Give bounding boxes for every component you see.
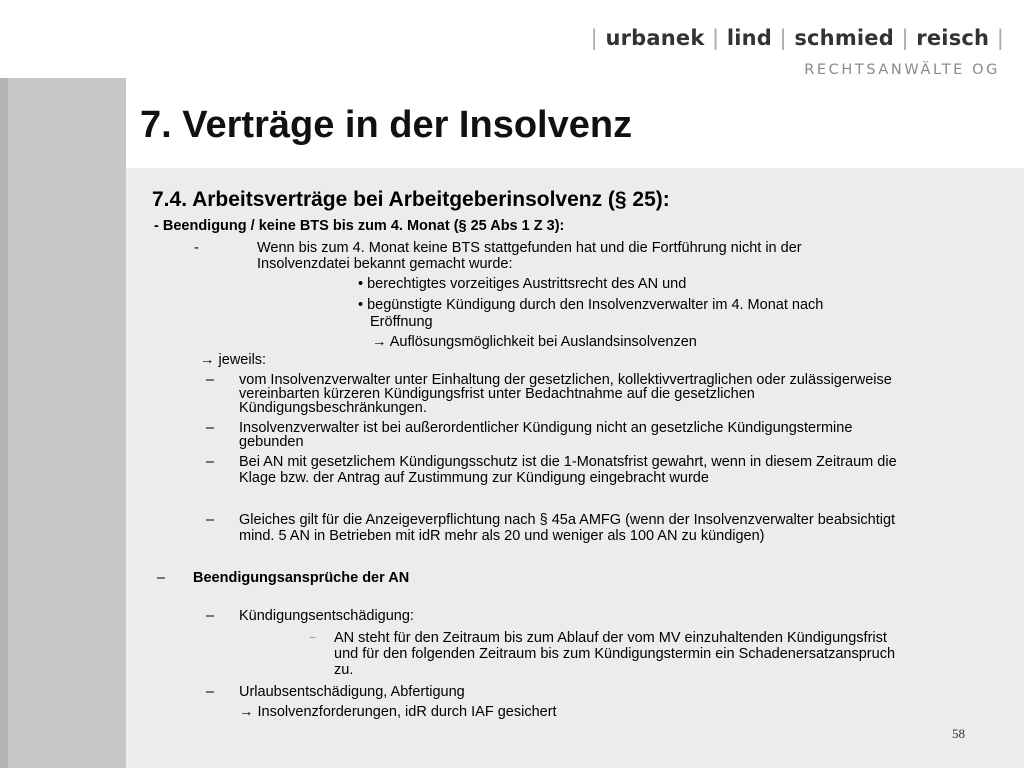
- firm-name-4: reisch: [916, 26, 990, 50]
- small-dash-marker: –: [310, 632, 316, 643]
- arrow-jeweils: → jeweils:: [200, 352, 267, 368]
- page-number: 58: [952, 726, 965, 741]
- en-dash-marker: –: [206, 684, 215, 700]
- firm-subtitle: RECHTSANWÄLTE OG: [804, 62, 1000, 78]
- firm-name-2: lind: [726, 26, 773, 50]
- claims-1-sub-line-1: AN steht für den Zeitraum bis zum Ablauf der vom MV einzuhaltenden Kündigungsfrist: [334, 630, 887, 646]
- sidebar-decoration: [0, 78, 126, 768]
- jeweils-1-line-3: Kündigungsbeschränkungen.: [239, 400, 427, 416]
- sub-bullet-1: • berechtigtes vorzeitiges Austrittsrecht des AN und: [358, 276, 687, 292]
- firm-name: | urbanek | lind | schmied | reisch |: [590, 26, 1004, 50]
- jeweils-4-line-2: mind. 5 AN in Betrieben mit idR mehr als 20 und weniger als 100 AN zu kündigen): [239, 528, 765, 544]
- section-subtitle: 7.4. Arbeitsverträge bei Arbeitgeberinsolvenz (§ 25):: [152, 188, 670, 211]
- sub-bullet-2-line-2: Eröffnung: [370, 314, 433, 330]
- sidebar-stripe: [0, 78, 8, 768]
- dash-marker: -: [194, 240, 199, 256]
- heading-termination: - Beendigung / keine BTS bis zum 4. Monat (§ 25 Abs 1 Z 3):: [154, 218, 565, 234]
- en-dash-marker: –: [157, 570, 166, 586]
- jeweils-1-line-2: vereinbarten kürzeren Kündigungsfrist unter Bedachtnahme auf die gesetzlichen: [239, 386, 755, 402]
- en-dash-marker: –: [206, 420, 215, 436]
- claims-1-sub-line-2: und für den folgenden Zeitraum bis zum Kündigungstermin ein Schadenersatzanspruch: [334, 646, 896, 662]
- jeweils-1-line-1: vom Insolvenzverwalter unter Einhaltung der gesetzlichen, kollektivvertraglichen oder zulässigerweise: [239, 372, 892, 388]
- jeweils-3-line-2: Klage bzw. der Antrag auf Zustimmung zur Kündigung eingebracht wurde: [239, 470, 709, 486]
- jeweils-2-line-1: Insolvenzverwalter ist bei außerordentlicher Kündigung nicht an gesetzliche Kündigungstermine: [239, 420, 853, 436]
- item-1-line-1: Wenn bis zum 4. Monat keine BTS stattgefunden hat und die Fortführung nicht in der: [257, 240, 802, 256]
- en-dash-marker: –: [206, 608, 215, 624]
- claims-1-sub-line-3: zu.: [334, 662, 354, 678]
- en-dash-marker: –: [206, 454, 215, 470]
- claims-2: Urlaubsentschädigung, Abfertigung: [239, 684, 465, 700]
- arrow-foreign-insolvency: → Auflösungsmöglichkeit bei Auslandsinsolvenzen: [372, 334, 697, 350]
- firm-logo: [591, 26, 1004, 78]
- heading-claims: Beendigungsansprüche der AN: [193, 570, 410, 586]
- firm-name-3: schmied: [794, 26, 894, 50]
- jeweils-2-line-2: gebunden: [239, 434, 304, 450]
- en-dash-marker: –: [206, 372, 215, 388]
- arrow-insolvency-claims: → Insolvenzforderungen, idR durch IAF gesichert: [239, 704, 557, 720]
- en-dash-marker: –: [206, 512, 215, 528]
- claims-1: Kündigungsentschädigung:: [239, 608, 414, 624]
- jeweils-4-line-1: Gleiches gilt für die Anzeigeverpflichtung nach § 45a AMFG (wenn der Insolvenzverwalter beabsichtigt: [239, 512, 896, 528]
- sub-bullet-2-line-1: • begünstigte Kündigung durch den Insolvenzverwalter im 4. Monat nach: [358, 297, 824, 313]
- item-1-line-2: Insolvenzdatei bekannt gemacht wurde:: [257, 256, 513, 272]
- slide-title: 7. Verträge in der Insolvenz: [140, 104, 633, 146]
- jeweils-3-line-1: Bei AN mit gesetzlichem Kündigungsschutz ist die 1-Monatsfrist gewahrt, wenn in diesem Zeitraum die: [239, 454, 897, 470]
- firm-name-1: urbanek: [605, 26, 705, 50]
